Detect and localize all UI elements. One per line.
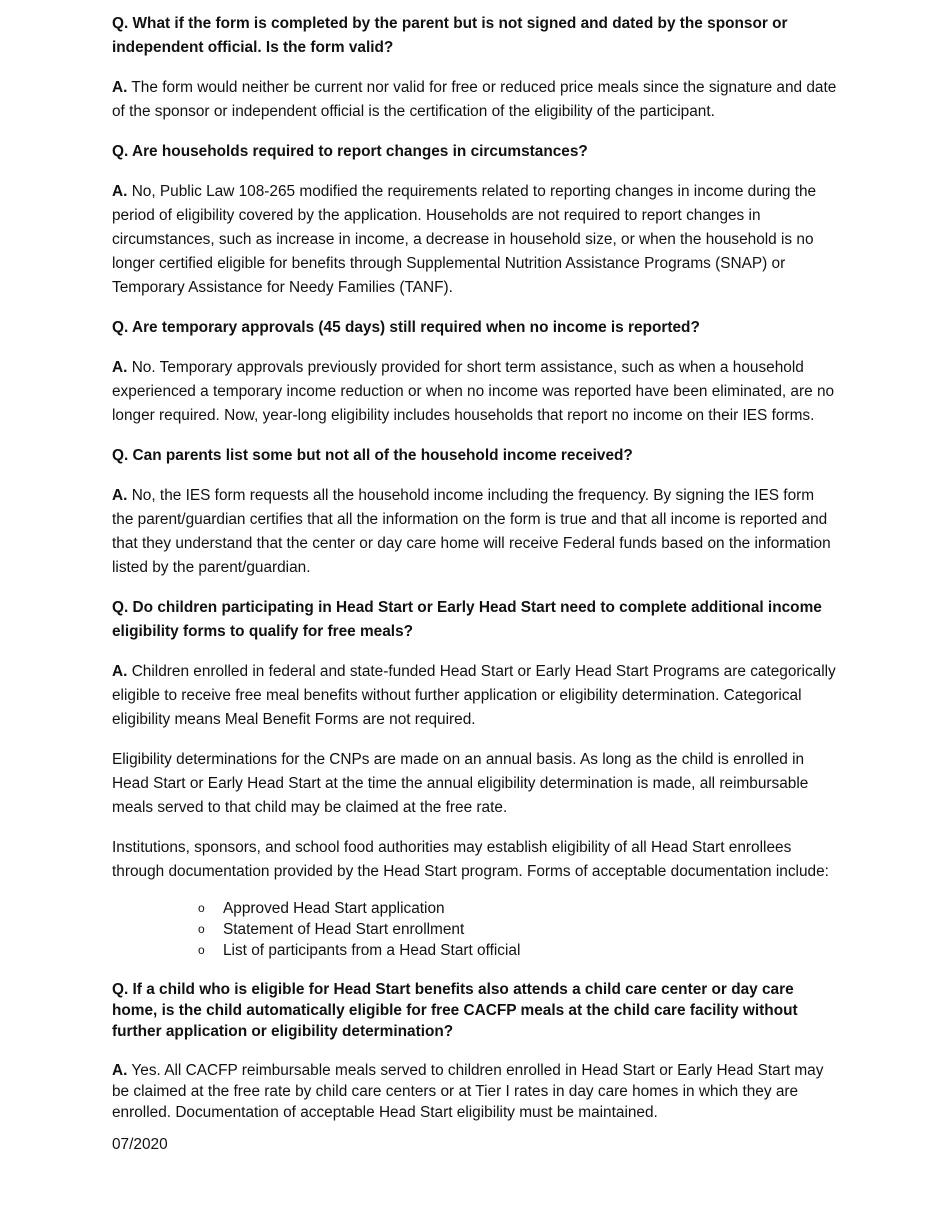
answer-text: Children enrolled in federal and state-funded Head Start or Early Head Start Programs are categorically eligible to receive free meal benefits without further application or eligibility determination. Categorical eligibility means Meal Benefit Forms are not required. (112, 663, 836, 728)
list-item (198, 898, 838, 919)
paragraph-institutions: Institutions, sponsors, and school food authorities may establish eligibility of all Head Start enrollees through documentation provided by the Head Start program. Forms of acceptable documentation include: (112, 839, 829, 880)
paragraph-eligibility-determinations: Eligibility determinations for the CNPs are made on an annual basis. As long as the child is enrolled in Head Start or Early Head Start at the time the annual eligibility determination is made, all reimbursable meals served to that child may be claimed at the free rate. (112, 751, 809, 816)
answer-label: A. (112, 359, 128, 376)
answer-text: Yes. All CACFP reimbursable meals served to children enrolled in Head Start or Early Head Start may be claimed at the free rate by child care centers or at Tier I rates in day care homes in which they are enrolled. Documentation of acceptable Head Start eligibility must be maintained. (112, 1062, 824, 1121)
question-temporary-approvals: Q. Are temporary approvals (45 days) still required when no income is reported? (112, 319, 700, 336)
answer-label: A. (112, 79, 128, 96)
question-household-income: Q. Can parents list some but not all of the household income received? (112, 447, 633, 464)
answer-label: A. (112, 183, 128, 200)
answer-household-income (112, 484, 838, 580)
answer-report-changes (112, 180, 838, 300)
answer-text: The form would neither be current nor valid for free or reduced price meals since the signature and date of the sponsor or independent official is the certification of the eligibility of the participant. (112, 79, 837, 120)
list-item-text: Statement of Head Start enrollment (223, 921, 465, 938)
footer-date: 07/2020 (112, 1136, 168, 1153)
list-item (198, 940, 838, 961)
list-item-text: Approved Head Start application (223, 900, 445, 917)
list-item-text: List of participants from a Head Start official (223, 942, 521, 959)
answer-text: No, Public Law 108-265 modified the requirements related to reporting changes in income during the period of eligibility covered by the application. Households are not required to report changes in circumstances, such as increase in income, a decrease in household size, or when the household is no longer certified eligible for benefits through Supplemental Nutrition Assistance Programs (SNAP) or Temporary Assistance for Needy Families (TANF). (112, 183, 817, 296)
answer-text: No, the IES form requests all the household income including the frequency. By signing the IES form the parent/guardian certifies that all the information on the form is true and that all income is reported and that they understand that the center or day care home will receive Federal funds based on the information listed by the parent/guardian. (112, 487, 831, 576)
answer-head-start-forms (112, 660, 838, 732)
bullet-circle-icon: o (198, 943, 205, 957)
bullet-circle-icon: o (198, 901, 205, 915)
document-page (112, 12, 838, 1157)
question-head-start-forms: Q. Do children participating in Head Start or Early Head Start need to complete additional income eligibility forms to qualify for free meals? (112, 599, 822, 640)
bullet-circle-icon: o (198, 922, 205, 936)
answer-temporary-approvals (112, 356, 838, 428)
documentation-list (112, 898, 838, 961)
answer-label: A. (112, 487, 128, 504)
answer-text: No. Temporary approvals previously provided for short term assistance, such as when a household experienced a temporary income reduction or when no income was reported have been eliminated, are no longer required. Now, year-long eligibility includes households that report no income on their IES forms. (112, 359, 835, 424)
question-report-changes: Q. Are households required to report changes in circumstances? (112, 143, 588, 160)
answer-cacfp-eligibility (112, 1060, 838, 1123)
list-item (198, 919, 838, 940)
question-cacfp-eligibility: Q. If a child who is eligible for Head Start benefits also attends a child care center or day care home, is the child automatically eligible for free CACFP meals at the child care facility without further application or eligibility determination? (112, 981, 798, 1040)
answer-label: A. (112, 1062, 128, 1079)
question-form-validity: Q. What if the form is completed by the parent but is not signed and dated by the sponsor or independent official. Is the form valid? (112, 15, 788, 56)
answer-label: A. (112, 663, 128, 680)
answer-form-validity (112, 76, 838, 124)
